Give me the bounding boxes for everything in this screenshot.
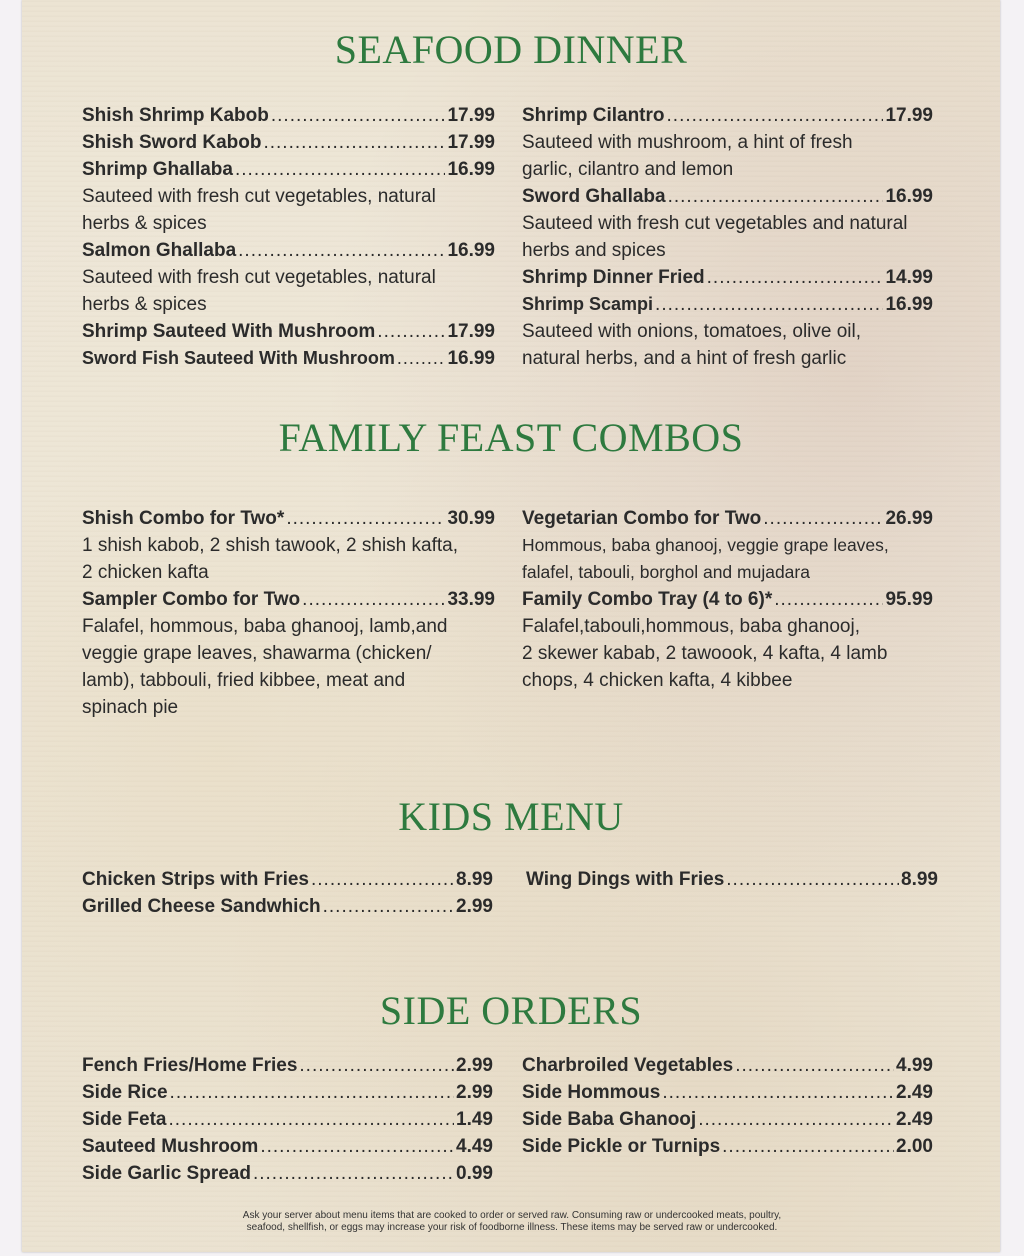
menu-item: Shish Shrimp Kabob ..... 17.99 xyxy=(82,102,495,129)
menu-item: Side Garlic Spread ..... 0.99 xyxy=(82,1160,493,1187)
kids-menu-title: KIDS MENU xyxy=(398,794,624,839)
item-description: falafel, tabouli, borghol and mujadara xyxy=(522,562,810,582)
menu-item: Salmon Ghallaba ..... 16.99 xyxy=(82,237,495,264)
item-description: Sauteed with fresh cut vegetables, natural xyxy=(82,267,436,288)
kids-left-column xyxy=(82,866,493,920)
menu-item: Vegetarian Combo for Two ..... 26.99 xyxy=(522,505,933,532)
menu-item: Side Rice ..... 2.99 xyxy=(82,1079,493,1106)
menu-item: Wing Dings with Fries ..... 8.99 xyxy=(526,866,938,893)
seafood-dinner-title: SEAFOOD DINNER xyxy=(334,27,688,72)
menu-item: Grilled Cheese Sandwhich ..... 2.99 xyxy=(82,893,493,920)
disclaimer-line: Ask your server about menu items that are cooked to order or served raw. Consuming raw or undercooked meats, poultry, xyxy=(242,1210,782,1221)
menu-item: Shrimp Sauteed With Mushroom ..... 17.99 xyxy=(82,318,495,345)
menu-item: Side Pickle or Turnips ..... 2.00 xyxy=(522,1133,933,1160)
family-feast-title: FAMILY FEAST COMBOS xyxy=(278,415,744,460)
sides-right-column xyxy=(522,1052,933,1160)
item-description: natural herbs, and a hint of fresh garlic xyxy=(522,348,847,369)
menu-item: Sword Ghallaba ..... 16.99 xyxy=(522,183,933,210)
item-description: Sauteed with fresh cut vegetables and natural xyxy=(522,213,908,234)
item-description: Falafel, hommous, baba ghanooj, lamb,and xyxy=(82,616,448,637)
seafood-right-column xyxy=(522,102,933,372)
item-description: garlic, cilantro and lemon xyxy=(522,159,734,180)
menu-page xyxy=(22,0,1000,1252)
menu-item: Shrimp Scampi ..... 16.99 xyxy=(522,291,933,318)
item-description: Falafel,tabouli,hommous, baba ghanooj, xyxy=(522,616,861,637)
menu-item: Fench Fries/Home Fries ..... 2.99 xyxy=(82,1052,493,1079)
menu-item: Chicken Strips with Fries ..... 8.99 xyxy=(82,866,493,893)
item-description: Hommous, baba ghanooj, veggie grape leaves, xyxy=(522,535,889,555)
item-description: spinach pie xyxy=(82,697,179,718)
family-left-column xyxy=(82,505,495,721)
menu-item: Side Hommous ..... 2.49 xyxy=(522,1079,933,1106)
item-description: herbs and spices xyxy=(522,240,666,261)
item-description: veggie grape leaves, shawarma (chicken/ xyxy=(82,643,432,664)
item-description: 2 skewer kabab, 2 tawoook, 4 kafta, 4 lamb xyxy=(522,643,888,664)
item-description: lamb), tabbouli, fried kibbee, meat and xyxy=(82,670,406,691)
menu-item: Sauteed Mushroom ..... 4.49 xyxy=(82,1133,493,1160)
food-safety-disclaimer xyxy=(172,1210,852,1234)
item-description: 1 shish kabob, 2 shish tawook, 2 shish kafta, xyxy=(82,535,458,556)
item-description: Sauteed with mushroom, a hint of fresh xyxy=(522,132,853,153)
side-orders-title: SIDE ORDERS xyxy=(379,988,643,1033)
item-description: Sauteed with fresh cut vegetables, natural xyxy=(82,186,436,207)
seafood-left-column xyxy=(82,102,495,372)
disclaimer-line: seafood, shellfish, or eggs may increase your risk of foodborne illness. These items may be served raw or undercooked. xyxy=(246,1222,778,1233)
menu-item: Shrimp Dinner Fried ..... 14.99 xyxy=(522,264,933,291)
menu-item: Shrimp Ghallaba ..... 16.99 xyxy=(82,156,495,183)
menu-item: Shrimp Cilantro ..... 17.99 xyxy=(522,102,933,129)
item-description: herbs & spices xyxy=(82,213,207,234)
item-description: herbs & spices xyxy=(82,294,207,315)
menu-item: Side Feta ..... 1.49 xyxy=(82,1106,493,1133)
menu-item: Sword Fish Sauteed With Mushroom ..... 16.99 xyxy=(82,345,495,372)
menu-item: Family Combo Tray (4 to 6)* ..... 95.99 xyxy=(522,586,933,613)
menu-item: Shish Combo for Two* ..... 30.99 xyxy=(82,505,495,532)
item-description: chops, 4 chicken kafta, 4 kibbee xyxy=(522,670,793,691)
menu-item: Shish Sword Kabob ..... 17.99 xyxy=(82,129,495,156)
item-description: 2 chicken kafta xyxy=(82,562,209,583)
menu-item: Charbroiled Vegetables ..... 4.99 xyxy=(522,1052,933,1079)
menu-item: Sampler Combo for Two ..... 33.99 xyxy=(82,586,495,613)
family-right-column xyxy=(522,505,933,694)
item-description: Sauteed with onions, tomatoes, olive oil, xyxy=(522,321,862,342)
menu-item: Side Baba Ghanooj ..... 2.49 xyxy=(522,1106,933,1133)
sides-left-column xyxy=(82,1052,493,1187)
kids-right-column xyxy=(526,866,938,893)
